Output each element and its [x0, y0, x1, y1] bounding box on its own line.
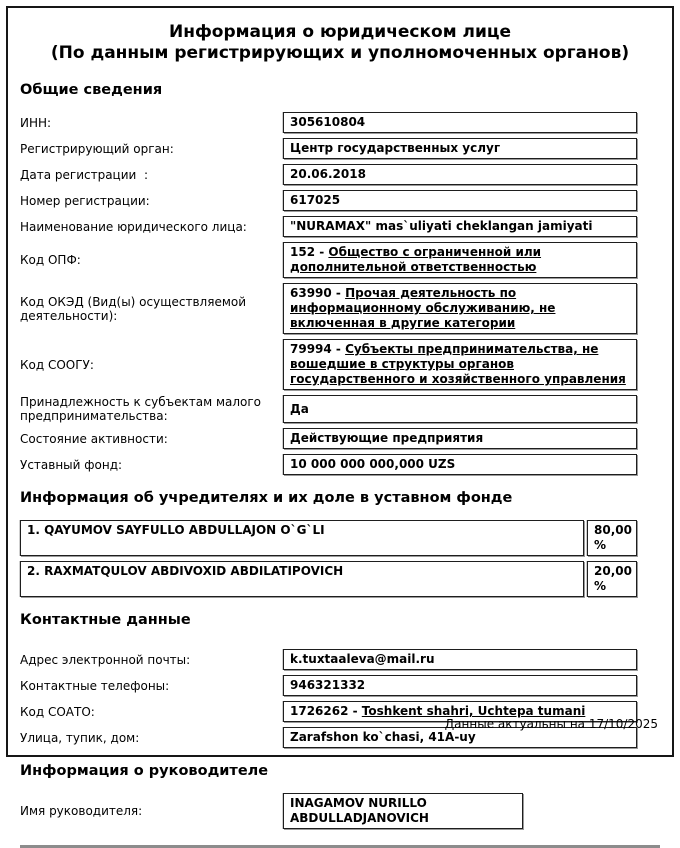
field-label-reg-organ: Регистрирующий орган:: [20, 141, 174, 156]
founder-1-name: 1. QAYUMOV SAYFULLO ABDULLAJON O`G`LI: [20, 520, 584, 556]
field-value-reg-organ: Центр государственных услуг: [283, 138, 637, 159]
field-label-activity-status: Состояние активности:: [20, 431, 168, 446]
field-label-legal-name: Наименование юридического лица:: [20, 219, 247, 234]
soato-code-number: 1726262 -: [290, 704, 362, 718]
field-value-director-name: INAGAMOV NURILLO ABDULLADJANOVICH: [283, 793, 523, 829]
section-heading-founders: Информация об учредителях и их доле в уставном фонде: [20, 490, 513, 506]
field-label-director-name: Имя руководителя:: [20, 804, 143, 818]
field-label-soato-code: Код СОАТО:: [20, 704, 95, 719]
founder-row-2: [20, 561, 660, 597]
field-label-opf-code: Код ОПФ:: [20, 253, 81, 267]
row-legal-name: [20, 216, 660, 237]
soato-code-link[interactable]: Toshkent shahri, Uchtepa tumani: [361, 704, 586, 718]
field-label-soogu-code: Код СООГУ:: [20, 357, 94, 372]
field-label-reg-number: Номер регистрации:: [20, 193, 150, 208]
soogu-code-link[interactable]: Субъекты предпринимательства, не вошедшие в структуры органов государственного и хозяйственного управления: [290, 342, 626, 386]
row-director-name: [20, 793, 660, 829]
page-title-line2: (По данным регистрирующих и уполномоченных органов): [50, 43, 630, 63]
row-email: [20, 649, 660, 670]
field-value-oked-code: [283, 283, 637, 334]
field-label-oked-code: Код ОКЭД (Вид(ы) осуществляемой деятельности):: [20, 294, 247, 323]
row-reg-number: [20, 190, 660, 211]
field-label-charter-fund: Уставный фонд:: [20, 457, 123, 472]
founder-row-1: [20, 520, 660, 556]
section-heading-director: Информация о руководителе: [20, 763, 269, 779]
founder-2-name: 2. RAXMATQULOV ABDIVOXID ABDILATIPOVICH: [20, 561, 584, 597]
field-value-email: k.tuxtaaleva@mail.ru: [283, 649, 637, 670]
field-value-opf-code: [283, 242, 637, 278]
field-value-legal-name: "NURAMAX" mas`uliyati cheklangan jamiyati: [283, 216, 637, 237]
field-label-street: Улица, тупик, дом:: [20, 730, 140, 745]
oked-code-link[interactable]: Прочая деятельность по информационному обслуживанию, не включенная в другие категории: [290, 286, 556, 330]
row-reg-date: [20, 164, 660, 185]
row-reg-organ: [20, 138, 660, 159]
opf-code-link[interactable]: Общество с ограниченной или дополнительной ответственностью: [290, 245, 542, 274]
field-value-phone: 946321332: [283, 675, 637, 696]
section-heading-contacts: Контактные данные: [20, 612, 191, 628]
row-activity-status: [20, 428, 660, 449]
field-value-reg-date: 20.06.2018: [283, 164, 637, 185]
founder-2-share: 20,00 %: [587, 561, 637, 597]
field-value-soogu-code: [283, 339, 637, 390]
field-label-phone: Контактные телефоны:: [20, 678, 170, 693]
field-value-street: Zarafshon ko`chasi, 41A-uy: [283, 727, 637, 748]
page-title: [20, 22, 660, 64]
section-heading-general: Общие сведения: [20, 82, 163, 98]
row-phone: [20, 675, 660, 696]
document-frame: [6, 6, 674, 825]
field-label-email: Адрес электронной почты:: [20, 652, 191, 667]
oked-code-number: 63990 -: [290, 286, 346, 300]
field-label-inn: ИНН:: [20, 115, 52, 130]
row-oked-code: [20, 283, 660, 334]
row-soogu-code: [20, 339, 660, 390]
row-small-business: [20, 395, 660, 423]
row-opf-code: [20, 242, 660, 278]
field-value-charter-fund: 10 000 000 000,000 UZS: [283, 454, 637, 475]
field-label-reg-date: Дата регистрации :: [20, 167, 148, 182]
field-value-activity-status: Действующие предприятия: [283, 428, 637, 449]
field-label-small-business: Принадлежность к субъектам малого предпринимательства:: [20, 395, 262, 423]
field-value-inn: 305610804: [283, 112, 637, 133]
field-value-reg-number: 617025: [283, 190, 637, 211]
data-actuality-note: Данные актуальны на 17/10/2025: [444, 717, 658, 731]
general-rows: [20, 112, 660, 475]
director-rows: [20, 793, 660, 829]
founder-1-share: 80,00 %: [587, 520, 637, 556]
soogu-code-number: 79994 -: [290, 342, 346, 356]
opf-code-number: 152 -: [290, 245, 329, 259]
page-title-line1: Информация о юридическом лице: [168, 22, 512, 42]
field-value-small-business: Да: [283, 395, 637, 423]
contact-rows: [20, 649, 660, 748]
founders-table: [20, 520, 660, 597]
row-inn: [20, 112, 660, 133]
row-charter-fund: [20, 454, 660, 475]
